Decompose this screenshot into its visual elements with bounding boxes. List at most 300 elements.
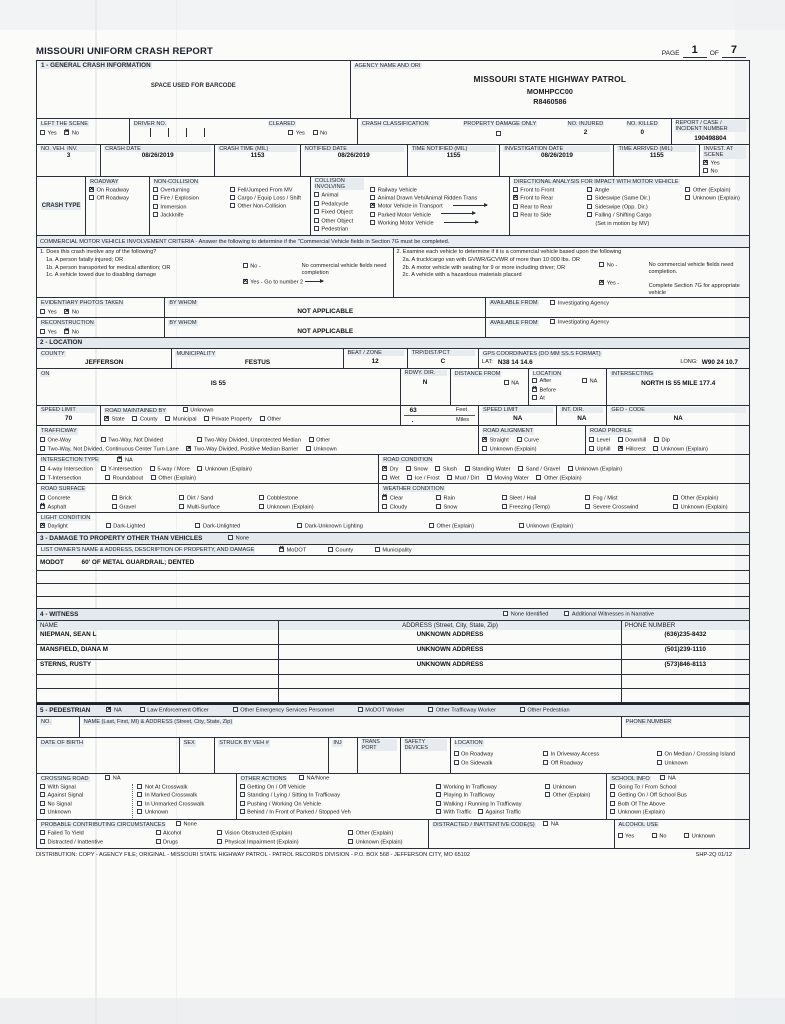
dir-option-label: Front to Front: [520, 187, 555, 194]
trafficway-two-way-not-divided-checkbox[interactable]: [101, 437, 106, 442]
action-standing-lying-checkbox[interactable]: [240, 792, 245, 797]
distance-na-checkbox[interactable]: [504, 380, 509, 385]
collision-parked-mv-checkbox[interactable]: [370, 212, 375, 217]
cleared-field: [265, 119, 358, 145]
profile-level-checkbox[interactable]: [589, 437, 594, 442]
road-maint-option-label: Other: [267, 416, 282, 423]
weather-snow-checkbox[interactable]: [436, 504, 441, 509]
collision-option-label: Motor Vehicle in Transport: [377, 203, 443, 210]
profile-option-label: Level: [596, 437, 610, 444]
trafficway-unprotected-median-checkbox[interactable]: [197, 437, 202, 442]
evidentiary-photos-row: [36, 298, 750, 318]
table-row[interactable]: [37, 675, 750, 689]
int-speed-limit-value: NA: [513, 414, 523, 422]
circumstances-none-checkbox[interactable]: [176, 821, 181, 826]
weather-cloudy-checkbox[interactable]: [382, 504, 387, 509]
ped-loc-option-label: In Driveway Access: [550, 751, 600, 758]
on-field: [37, 369, 401, 405]
ped-loc-sidewalk-checkbox[interactable]: [454, 760, 459, 765]
action-with-traffic-checkbox[interactable]: [436, 809, 441, 814]
light-dark-unlighted-checkbox[interactable]: [195, 523, 200, 528]
ped-dob-field[interactable]: [37, 738, 180, 773]
school-getting-on-off-bus-checkbox[interactable]: [610, 792, 615, 797]
on-label: ON: [41, 370, 50, 377]
road-cond-dry-checkbox[interactable]: [382, 466, 387, 471]
road-surface-group: [37, 484, 379, 512]
witness-col-phone: PHONE NUMBER: [621, 621, 749, 630]
ped-loc-median-checkbox[interactable]: [657, 751, 662, 756]
surface-dirt-sand-checkbox[interactable]: [179, 495, 184, 500]
driver-no-box-2[interactable]: [151, 128, 169, 137]
road-alignment-header: ROAD ALIGNMENT: [483, 428, 534, 435]
dir-rear-to-side-checkbox[interactable]: [513, 212, 518, 217]
cmv-q1-no-checkbox[interactable]: [243, 263, 248, 268]
witness-phone: (501)239-1110: [664, 646, 706, 654]
weather-sleet-hail-checkbox[interactable]: [502, 495, 507, 500]
collision-pedalcycle-checkbox[interactable]: [314, 201, 319, 206]
road-cond-unknown-checkbox[interactable]: [568, 466, 573, 471]
road-cond-sand-gravel-checkbox[interactable]: [518, 466, 523, 471]
ped-loc-on-roadway-checkbox[interactable]: [454, 751, 459, 756]
ped-sex-field[interactable]: [179, 738, 215, 773]
table-row[interactable]: [37, 630, 750, 645]
page-total-value: 7: [722, 44, 746, 58]
cmv-q2-no-label: No -: [606, 262, 618, 269]
crash-report-form: [36, 44, 750, 858]
road-cond-option-label: Dry: [389, 466, 399, 473]
road-maint-unknown-checkbox[interactable]: [183, 407, 188, 412]
form-footer: [36, 849, 750, 858]
reconstruction-yes-label: Yes: [47, 329, 57, 336]
roadway-off-label: Off Roadway: [96, 195, 129, 202]
evidentiary-investigating-agency-checkbox[interactable]: [550, 300, 555, 305]
roadway-off-checkbox[interactable]: [89, 195, 94, 200]
road-cond-standing-water-checkbox[interactable]: [465, 466, 470, 471]
collision-railway-checkbox[interactable]: [370, 187, 375, 192]
ped-modot-checkbox[interactable]: [358, 707, 363, 712]
ped-loc-option-label: On Median / Crossing Island: [664, 751, 736, 758]
crash-time-field: [215, 145, 301, 176]
collision-animal-checkbox[interactable]: [314, 192, 319, 197]
dir-other-checkbox[interactable]: [685, 187, 690, 192]
ped-name-address-field[interactable]: [79, 717, 621, 738]
ped-type-label: Other Emergency Services Personnel: [240, 707, 334, 714]
invest-at-scene-no-checkbox[interactable]: [703, 168, 708, 173]
school-unknown-checkbox[interactable]: [610, 809, 615, 814]
circ-physical-impairment-checkbox[interactable]: [217, 839, 222, 844]
arrow-right-icon-1: [453, 205, 487, 206]
surface-cobblestone-checkbox[interactable]: [259, 495, 264, 500]
roadway-on-checkbox[interactable]: [89, 187, 94, 192]
crossing-unknown-checkbox[interactable]: [40, 809, 45, 814]
weather-clear-checkbox[interactable]: [382, 495, 387, 500]
non-collision-fell-jumped-checkbox[interactable]: [230, 187, 235, 192]
surface-asphalt-checkbox[interactable]: [40, 504, 45, 509]
location-na-label: NA: [589, 378, 598, 385]
road-cond-slush-checkbox[interactable]: [435, 466, 440, 471]
profile-hillcrest-checkbox[interactable]: [618, 446, 623, 451]
circ-drugs-checkbox[interactable]: [156, 839, 161, 844]
ped-dob-label: DATE OF BIRTH: [41, 740, 84, 747]
owner-option-label: County: [335, 547, 354, 554]
crossing-with-signal-checkbox[interactable]: [40, 784, 45, 789]
reconstruction-no-label: No: [71, 329, 80, 336]
damage-blank-row-3[interactable]: [36, 597, 750, 609]
ped-other-checkbox[interactable]: [520, 707, 525, 712]
action-walking-running-checkbox[interactable]: [436, 801, 441, 806]
intersection-road-condition-row: [36, 455, 750, 484]
intersection-roundabout-checkbox[interactable]: [105, 475, 110, 480]
action-pushing-working-checkbox[interactable]: [240, 801, 245, 806]
weather-option-label: Fog / Mist: [592, 495, 618, 502]
crossing-option-label: No Signal: [47, 801, 72, 808]
crossing-marked-crosswalk-checkbox[interactable]: [137, 792, 142, 797]
cleared-no-checkbox[interactable]: [313, 130, 318, 135]
collision-col1: [310, 177, 367, 236]
profile-dip-checkbox[interactable]: [654, 437, 659, 442]
road-maint-county-checkbox[interactable]: [132, 416, 137, 421]
profile-uphill-checkbox[interactable]: [589, 446, 594, 451]
ped-safety-devices-field[interactable]: [400, 738, 450, 773]
driver-no-box-3[interactable]: [169, 128, 187, 137]
crossing-col2-unknown-checkbox[interactable]: [137, 809, 142, 814]
distance-from-field: [450, 369, 528, 405]
damage-entry-row[interactable]: [36, 556, 750, 571]
recon-available-from-label: AVAILABLE FROM: [490, 319, 538, 326]
non-collision-jackknife-checkbox[interactable]: [153, 212, 158, 217]
surface-brick-checkbox[interactable]: [112, 495, 117, 500]
driver-no-box-4[interactable]: [187, 128, 205, 137]
alcohol-no-checkbox[interactable]: [652, 833, 657, 838]
road-cond-wet-checkbox[interactable]: [382, 475, 387, 480]
driver-no-box-1[interactable]: [133, 128, 151, 137]
available-from-label: AVAILABLE FROM: [490, 300, 538, 307]
cmv-q1c-text: 1c. A vehicle towed due to disabling damage: [46, 272, 157, 279]
witness-name: NIEPMAN, SEAN L: [37, 630, 279, 645]
location-label: LOCATION: [532, 370, 562, 377]
no-veh-inv-label: NO. VEH. INV.: [40, 146, 97, 152]
road-cond-option-label: Wet: [389, 475, 400, 482]
light-option-label: Other (Explain): [436, 523, 475, 530]
int-speed-limit-label: SPEED LIMIT: [482, 407, 553, 413]
location-na-checkbox[interactable]: [582, 378, 587, 383]
road-cond-option-label: Snow: [413, 466, 428, 473]
surface-multi-checkbox[interactable]: [179, 504, 184, 509]
non-collision-overturning-checkbox[interactable]: [153, 187, 158, 192]
witness-additional-narrative-checkbox[interactable]: [564, 611, 569, 616]
trp-dist-pct-field: [407, 349, 478, 368]
investigating-agency-label: Investigating Agency: [557, 300, 610, 307]
weather-freezing-checkbox[interactable]: [502, 504, 507, 509]
dir-sideswipe-opp-checkbox[interactable]: [587, 204, 592, 209]
road-surface-header: ROAD SURFACE: [41, 485, 86, 492]
intersection-option-label: Other (Explain): [158, 475, 196, 482]
school-going-to-from-checkbox[interactable]: [610, 784, 615, 789]
dir-option-label: Rear to Rear: [520, 204, 553, 211]
crash-date-field: [101, 145, 215, 176]
pedestrian-detail-row: [36, 738, 750, 774]
cmv-q2-yes-checkbox[interactable]: [599, 280, 604, 285]
cleared-yes-checkbox[interactable]: [288, 130, 293, 135]
light-condition-group: [36, 513, 750, 534]
ped-no-field[interactable]: [37, 717, 80, 738]
circ-other-checkbox[interactable]: [348, 830, 353, 835]
light-dark-unknown-checkbox[interactable]: [297, 523, 302, 528]
circ-failed-to-yield-checkbox[interactable]: [40, 830, 45, 835]
ped-trafficway-worker-checkbox[interactable]: [428, 707, 433, 712]
road-cond-option-label: Other (Explain): [543, 475, 582, 482]
dir-front-to-rear-checkbox[interactable]: [513, 195, 518, 200]
ped-emergency-checkbox[interactable]: [233, 707, 238, 712]
crossing-not-at-crosswalk-checkbox[interactable]: [137, 784, 142, 789]
road-cond-ice-frost-checkbox[interactable]: [407, 475, 412, 480]
road-maint-private-checkbox[interactable]: [204, 416, 209, 421]
location-before-checkbox[interactable]: [532, 387, 537, 392]
evidentiary-yes-checkbox[interactable]: [40, 309, 45, 314]
circ-option-label: Alcohol: [163, 830, 182, 837]
location-at-checkbox[interactable]: [532, 395, 537, 400]
intersection-option-label: 5-way / More: [157, 466, 190, 473]
section-3-header-row: [36, 533, 750, 544]
trafficway-one-way-checkbox[interactable]: [40, 437, 45, 442]
non-collision-col2: [227, 177, 310, 236]
left-scene-yes-checkbox[interactable]: [40, 130, 45, 135]
non-collision-option-label: Cargo / Equip Loss / Shift: [237, 195, 301, 202]
dir-unknown-checkbox[interactable]: [685, 195, 690, 200]
crossing-unmarked-crosswalk-checkbox[interactable]: [137, 801, 142, 806]
dir-angle-checkbox[interactable]: [587, 187, 592, 192]
weather-option-label: Cloudy: [389, 504, 408, 511]
cmv-question-1: [37, 248, 394, 298]
reconstruction-no-checkbox[interactable]: [64, 329, 69, 334]
crossing-na-checkbox[interactable]: [105, 775, 110, 780]
profile-downhill-checkbox[interactable]: [618, 437, 623, 442]
collision-mv-transport-checkbox[interactable]: [370, 203, 375, 208]
table-row[interactable]: [37, 660, 750, 675]
table-row[interactable]: [37, 645, 750, 660]
int-dir-value: NA: [577, 414, 587, 422]
surface-option-label: Cobblestone: [266, 495, 299, 502]
crash-date-value: 08/26/2019: [141, 152, 174, 160]
intersection-other-checkbox[interactable]: [151, 475, 156, 480]
light-unknown-checkbox[interactable]: [519, 523, 524, 528]
light-dark-lighted-checkbox[interactable]: [106, 523, 111, 528]
action-playing-trafficway-checkbox[interactable]: [436, 792, 441, 797]
non-collision-cargo-loss-checkbox[interactable]: [230, 195, 235, 200]
property-damage-only-checkbox[interactable]: [496, 131, 501, 136]
trafficway-option-label: One-Way: [47, 437, 71, 444]
non-collision-immersion-checkbox[interactable]: [153, 204, 158, 209]
road-cond-snow-checkbox[interactable]: [406, 466, 411, 471]
investigation-date-label: INVESTIGATION DATE: [503, 146, 610, 152]
report-number-field: [671, 119, 749, 145]
witness-additional-narrative-label: Additional Witnesses in Narrative: [571, 611, 654, 618]
collision-other-object-checkbox[interactable]: [314, 218, 319, 223]
circ-vision-obstructed-checkbox[interactable]: [217, 830, 222, 835]
light-daylight-checkbox[interactable]: [40, 523, 45, 528]
ped-loc-unknown-checkbox[interactable]: [657, 760, 662, 765]
road-cond-other-checkbox[interactable]: [536, 475, 541, 480]
weather-unknown-checkbox[interactable]: [673, 504, 678, 509]
circ-unknown-checkbox[interactable]: [348, 839, 353, 844]
intersection-option-label: Roundabout: [112, 475, 144, 482]
damage-blank-row-1[interactable]: [36, 571, 750, 584]
crossing-no-signal-checkbox[interactable]: [40, 801, 45, 806]
cmv-q2b-text: 2b. A motor vehicle with seating for 9 or more including driver; OR: [402, 264, 566, 271]
crash-type-block: [36, 177, 750, 237]
recon-by-whom-value: NOT APPLICABLE: [297, 328, 354, 336]
circ-alcohol-checkbox[interactable]: [156, 830, 161, 835]
notified-date-value: 08/26/2019: [337, 152, 370, 160]
distracted-na-label: NA: [550, 821, 559, 828]
intersection-5way-checkbox[interactable]: [150, 466, 155, 471]
alcohol-unknown-checkbox[interactable]: [684, 833, 689, 838]
ped-loc-driveway-checkbox[interactable]: [543, 751, 548, 756]
dir-option-label: Front to Rear: [520, 195, 554, 202]
table-row[interactable]: [37, 689, 750, 703]
profile-unknown-checkbox[interactable]: [653, 446, 658, 451]
section-4-header-row: [36, 609, 750, 620]
weather-fog-mist-checkbox[interactable]: [585, 495, 590, 500]
intersection-unknown-checkbox[interactable]: [197, 466, 202, 471]
crash-date-label: CRASH DATE: [104, 146, 211, 152]
trafficway-positive-median-checkbox[interactable]: [186, 446, 191, 451]
action-against-traffic-checkbox[interactable]: [478, 809, 483, 814]
collision-pedestrian-checkbox[interactable]: [314, 226, 319, 231]
damage-blank-row-2[interactable]: [36, 584, 750, 597]
ped-leo-checkbox[interactable]: [140, 707, 145, 712]
crossing-option-label: Unknown: [144, 809, 169, 816]
crossing-option-label: In Unmarked Crosswalk: [144, 801, 205, 808]
profile-option-label: Hillcrest: [625, 446, 646, 453]
reconstruction-yes-checkbox[interactable]: [40, 329, 45, 334]
ped-phone-field[interactable]: [621, 717, 749, 738]
alcohol-yes-checkbox[interactable]: [618, 833, 623, 838]
weather-option-label: Severe Crosswind: [592, 504, 639, 511]
circ-option-label: Other (Explain): [355, 830, 394, 837]
non-collision-other-checkbox[interactable]: [230, 203, 235, 208]
collision-working-mv-checkbox[interactable]: [370, 220, 375, 225]
dir-option-label: Rear to Side: [520, 212, 552, 219]
recon-investigating-agency-label: Investigating Agency: [557, 319, 610, 326]
surface-unknown-checkbox[interactable]: [259, 504, 264, 509]
pedestrian-na-checkbox[interactable]: [106, 707, 111, 712]
beat-zone-label: BEAT / ZONE: [347, 350, 404, 356]
intersection-option-label: 4-way Intersection: [47, 466, 93, 473]
intersection-t-checkbox[interactable]: [40, 475, 45, 480]
alignment-option-label: Curve: [524, 437, 539, 444]
damage-none-checkbox[interactable]: [228, 535, 233, 540]
alcohol-option-label: Unknown: [691, 833, 716, 840]
trafficway-unknown-checkbox[interactable]: [306, 446, 311, 451]
action-behind-parked-checkbox[interactable]: [240, 809, 245, 814]
weather-other-checkbox[interactable]: [673, 495, 678, 500]
witness-none-identified-checkbox[interactable]: [503, 611, 508, 616]
cmv-q2-no-checkbox[interactable]: [599, 262, 604, 267]
road-cond-option-label: Slush: [442, 466, 457, 473]
ped-struck-by-field[interactable]: [215, 738, 329, 773]
intersection-type-header: INTERSECTION TYPE: [41, 457, 99, 464]
distracted-codes-group[interactable]: [429, 820, 614, 849]
dir-rear-to-rear-checkbox[interactable]: [513, 204, 518, 209]
intersection-4way-checkbox[interactable]: [40, 466, 45, 471]
action-getting-on-off-checkbox[interactable]: [240, 784, 245, 789]
ped-transport-field[interactable]: [357, 738, 400, 773]
school-both-above-checkbox[interactable]: [610, 801, 615, 806]
collision-option-label: Parked Motor Vehicle: [377, 212, 431, 219]
dir-option-label: Sideswipe (Same Dir.): [594, 195, 651, 202]
witness-col-address: ADDRESS (Street, City, State, Zip): [279, 621, 621, 630]
action-other-checkbox[interactable]: [545, 792, 550, 797]
trafficway-center-turn-lane-checkbox[interactable]: [40, 446, 45, 451]
circ-distracted-checkbox[interactable]: [40, 839, 45, 844]
non-collision-option-label: Fell/Jumped From MV: [237, 187, 293, 194]
weather-rain-checkbox[interactable]: [436, 495, 441, 500]
intersection-type-group: [37, 455, 379, 483]
surface-concrete-checkbox[interactable]: [40, 495, 45, 500]
owner-modot-checkbox[interactable]: [279, 547, 284, 552]
dir-falling-cargo-checkbox[interactable]: [587, 212, 592, 217]
collision-fixed-object-checkbox[interactable]: [314, 209, 319, 214]
weather-crosswind-checkbox[interactable]: [585, 504, 590, 509]
geo-code-field: [607, 406, 750, 426]
distracted-na-checkbox[interactable]: [543, 821, 548, 826]
owner-county-checkbox[interactable]: [328, 547, 333, 552]
cmv-q1-yes-checkbox[interactable]: [243, 279, 248, 284]
damage-entry-description: 60' OF METAL GUARDRAIL; DENTED: [81, 559, 195, 567]
witness-phone: [621, 689, 749, 703]
non-collision-fire-checkbox[interactable]: [153, 195, 158, 200]
ped-inj-field[interactable]: [329, 738, 358, 773]
trafficway-other-checkbox[interactable]: [309, 437, 314, 442]
other-actions-na-checkbox[interactable]: [299, 775, 304, 780]
action-working-trafficway-checkbox[interactable]: [436, 784, 441, 789]
crash-classification-label: CRASH CLASSIFICATION: [361, 120, 429, 127]
surface-option-label: Brick: [119, 495, 132, 502]
alignment-straight-checkbox[interactable]: [482, 437, 487, 442]
road-maint-municipal-checkbox[interactable]: [165, 416, 170, 421]
barcode-note: SPACE USED FOR BARCODE: [150, 82, 236, 89]
surface-gravel-checkbox[interactable]: [112, 504, 117, 509]
crossing-against-signal-checkbox[interactable]: [40, 792, 45, 797]
light-other-checkbox[interactable]: [429, 523, 434, 528]
cmv-q1-text: 1. Does this crash involve any of the following?: [40, 248, 157, 255]
intersection-na-checkbox[interactable]: [117, 457, 122, 462]
action-unknown-checkbox[interactable]: [545, 784, 550, 789]
owner-municipality-checkbox[interactable]: [375, 547, 380, 552]
road-cond-mud-dirt-checkbox[interactable]: [447, 475, 452, 480]
intersection-na-label: NA: [124, 457, 133, 464]
road-cond-moving-water-checkbox[interactable]: [487, 475, 492, 480]
road-maint-other-checkbox[interactable]: [260, 416, 265, 421]
crash-type-label: CRASH TYPE: [41, 202, 81, 209]
invest-at-scene-label: INVEST. AT SCENE: [703, 146, 746, 159]
invest-at-scene-yes-checkbox[interactable]: [703, 160, 708, 165]
alignment-unknown-checkbox[interactable]: [482, 446, 487, 451]
road-maint-state-checkbox[interactable]: [104, 416, 109, 421]
recon-investigating-agency-checkbox[interactable]: [550, 319, 555, 324]
intersection-y-checkbox[interactable]: [101, 466, 106, 471]
school-na-checkbox[interactable]: [660, 775, 665, 780]
section-1-general-crash-information: [36, 60, 750, 119]
witness-phone: (636)235-8432: [664, 630, 707, 638]
left-scene-no-checkbox[interactable]: [64, 130, 69, 135]
witness-address: UNKNOWN ADDRESS: [279, 645, 621, 660]
ped-loc-off-roadway-checkbox[interactable]: [543, 760, 548, 765]
evidentiary-no-checkbox[interactable]: [64, 309, 69, 314]
alignment-curve-checkbox[interactable]: [517, 437, 522, 442]
dir-sideswipe-same-checkbox[interactable]: [587, 195, 592, 200]
